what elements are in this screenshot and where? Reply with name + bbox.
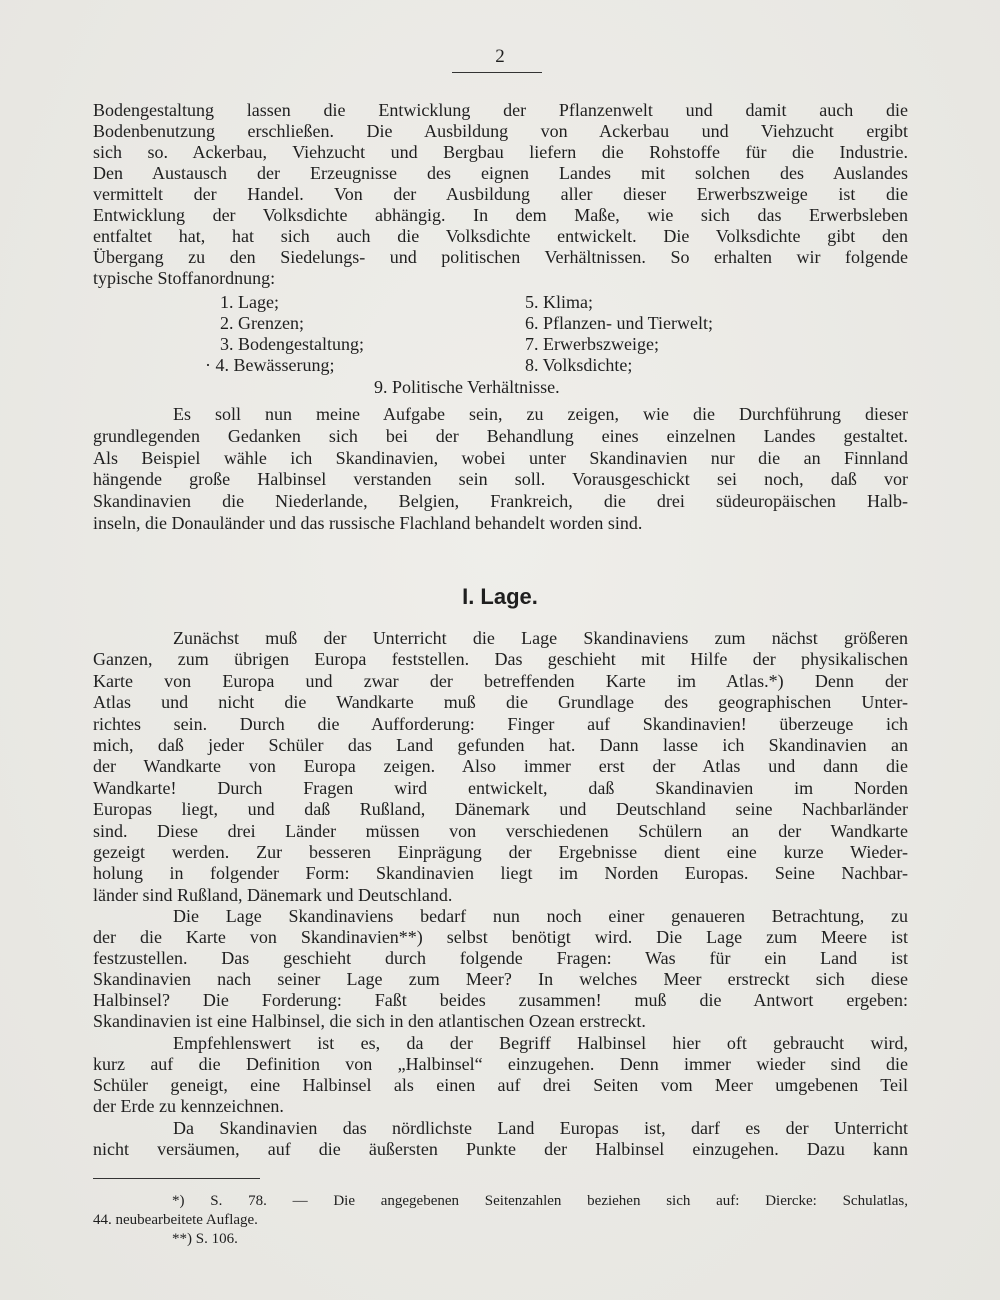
footnote: *) S. 78. — Die angegebenen Seitenzahlen beziehen sich auf: Diercke: Schulatlas, bbox=[172, 1193, 908, 1209]
footnote-rule bbox=[93, 1178, 260, 1179]
section-heading: I. Lage. bbox=[462, 584, 538, 609]
outline-item-final: 9. Politische Verhältnisse. bbox=[374, 377, 560, 397]
text-line: nicht versäumen, auf die äußersten Punkte der Halbinsel einzugehen. Dazu kann bbox=[93, 1139, 908, 1159]
text-line: Zunächst muß der Unterricht die Lage Skandinaviens zum nächst größeren bbox=[173, 628, 908, 648]
text-line: Atlas und nicht die Wandkarte muß die Grundlage des geographischen Unter- bbox=[93, 692, 908, 713]
text-line: der Erde zu kennzeichnen. bbox=[93, 1096, 284, 1116]
text-line: grundlegenden Gedanken sich bei der Behandlung eines einzelnen Landes gestaltet. bbox=[93, 425, 908, 446]
text-line: holung in folgender Form: Skandinavien liegt im Norden Europas. Seine Nachbar- bbox=[93, 863, 908, 884]
text-line: Entwicklung der Volksdichte abhängig. In dem Maße, wie sich das Erwerbsleben bbox=[93, 205, 908, 225]
text-line: sind. Diese drei Länder müssen von verschiedenen Schülern an der Wandkarte bbox=[93, 820, 908, 841]
text-line: festzustellen. Das geschieht durch folgende Fragen: Was für ein Land ist bbox=[93, 948, 908, 968]
text-line: Als Beispiel wähle ich Skandinavien, wobei unter Skandinavien nur die an Finnland bbox=[93, 447, 908, 468]
text-line: Empfehlenswert ist es, da der Begriff Halbinsel hier oft gebraucht wird, bbox=[173, 1033, 908, 1053]
text-line: entfaltet hat, hat sich auch die Volksdichte entwickelt. Die Volksdichte gibt den bbox=[93, 226, 908, 246]
text-line: Skandinavien ist eine Halbinsel, die sich in den atlantischen Ozean erstreckt. bbox=[93, 1011, 646, 1031]
outline-item: 1. Lage; bbox=[220, 292, 279, 312]
text-line: Europas liegt, und daß Rußland, Dänemark und Deutschland seine Nachbarländer bbox=[93, 799, 908, 820]
outline-item: · 4. Bewässerung; bbox=[205, 355, 335, 375]
text-line: Da Skandinavien das nördlichste Land Europas ist, darf es der Unterricht bbox=[173, 1118, 908, 1138]
text-line: sich so. Ackerbau, Viehzucht und Bergbau liefern die Rohstoffe für die Industrie. bbox=[93, 142, 908, 162]
text-line: typische Stoffanordnung: bbox=[93, 268, 276, 288]
text-line: Die Lage Skandinaviens bedarf nun noch einer genaueren Betrachtung, zu bbox=[173, 906, 908, 926]
text-line: kurz auf die Definition von „Halbinsel“ einzugehen. Denn immer wieder sind die bbox=[93, 1054, 908, 1074]
text-line: Bodenbenutzung erschließen. Die Ausbildung von Ackerbau und Viehzucht ergibt bbox=[93, 121, 908, 141]
text-line: Schüler geneigt, eine Halbinsel als einen auf drei Seiten vom Meer umgebenen Teil bbox=[93, 1075, 908, 1095]
text-line: Bodengestaltung lassen die Entwicklung der Pflanzenwelt und damit auch die bbox=[93, 100, 908, 120]
text-line: inseln, die Donauländer und das russische Flachland behandelt worden sind. bbox=[93, 513, 643, 533]
text-line: der die Karte von Skandinavien**) selbst benötigt wird. Die Lage zum Meere ist bbox=[93, 927, 908, 947]
text-line: mich, daß jeder Schüler das Land gefunden hat. Dann lasse ich Skandinavien an bbox=[93, 735, 908, 755]
text-line: Karte von Europa und zwar der betreffenden Karte im Atlas.*) Denn der bbox=[93, 670, 908, 691]
text-line: gezeigt werden. Zur besseren Einprägung der Ergebnisse dient eine kurze Wieder- bbox=[93, 842, 908, 862]
text-line: Wandkarte! Durch Fragen wird entwickelt, daß Skandinavien im Norden bbox=[93, 777, 908, 798]
outline-item: 3. Bodengestaltung; bbox=[220, 334, 364, 354]
text-line: richtes sein. Durch die Aufforderung: Finger auf Skandinavien! überzeuge ich bbox=[93, 713, 908, 734]
footnote: 44. neubearbeitete Auflage. bbox=[93, 1212, 258, 1228]
text-line: Halbinsel? Die Forderung: Faßt beides zusammen! muß die Antwort ergeben: bbox=[93, 990, 908, 1010]
footnote: **) S. 106. bbox=[172, 1231, 238, 1247]
text-line: Ganzen, zum übrigen Europa feststellen. Das geschieht mit Hilfe der physikalischen bbox=[93, 649, 908, 670]
outline-item: 7. Erwerbszweige; bbox=[525, 334, 659, 354]
outline-item: 8. Volksdichte; bbox=[525, 355, 633, 375]
text-line: hängende große Halbinsel verstanden sein soll. Vorausgeschickt sei noch, daß vor bbox=[93, 469, 908, 490]
text-line: Skandinavien nach seiner Lage zum Meer? In welches Meer erstreckt sich diese bbox=[93, 969, 908, 989]
text-line: Skandinavien die Niederlande, Belgien, Frankreich, die drei südeuropäischen Halb- bbox=[93, 491, 908, 512]
text-line: Es soll nun meine Aufgabe sein, zu zeigen, wie die Durchführung dieser bbox=[173, 404, 908, 424]
outline-item: 5. Klima; bbox=[525, 292, 593, 312]
text-line: Übergang zu den Siedelungs- und politischen Verhältnissen. So erhalten wir folgende bbox=[93, 247, 908, 267]
page-number-rule bbox=[452, 72, 542, 73]
outline-item: 6. Pflanzen- und Tierwelt; bbox=[525, 313, 713, 333]
text-line: länder sind Rußland, Dänemark und Deutschland. bbox=[93, 884, 453, 905]
text-line: vermittelt der Handel. Von der Ausbildung aller dieser Erwerbszweige ist die bbox=[93, 184, 908, 204]
text-line: Den Austausch der Erzeugnisse des eignen Landes mit solchen des Auslandes bbox=[93, 163, 908, 183]
outline-item: 2. Grenzen; bbox=[220, 313, 304, 333]
text-line: der Wandkarte von Europa zeigen. Also immer erst der Atlas und dann die bbox=[93, 756, 908, 777]
page-number: 2 bbox=[495, 46, 505, 67]
